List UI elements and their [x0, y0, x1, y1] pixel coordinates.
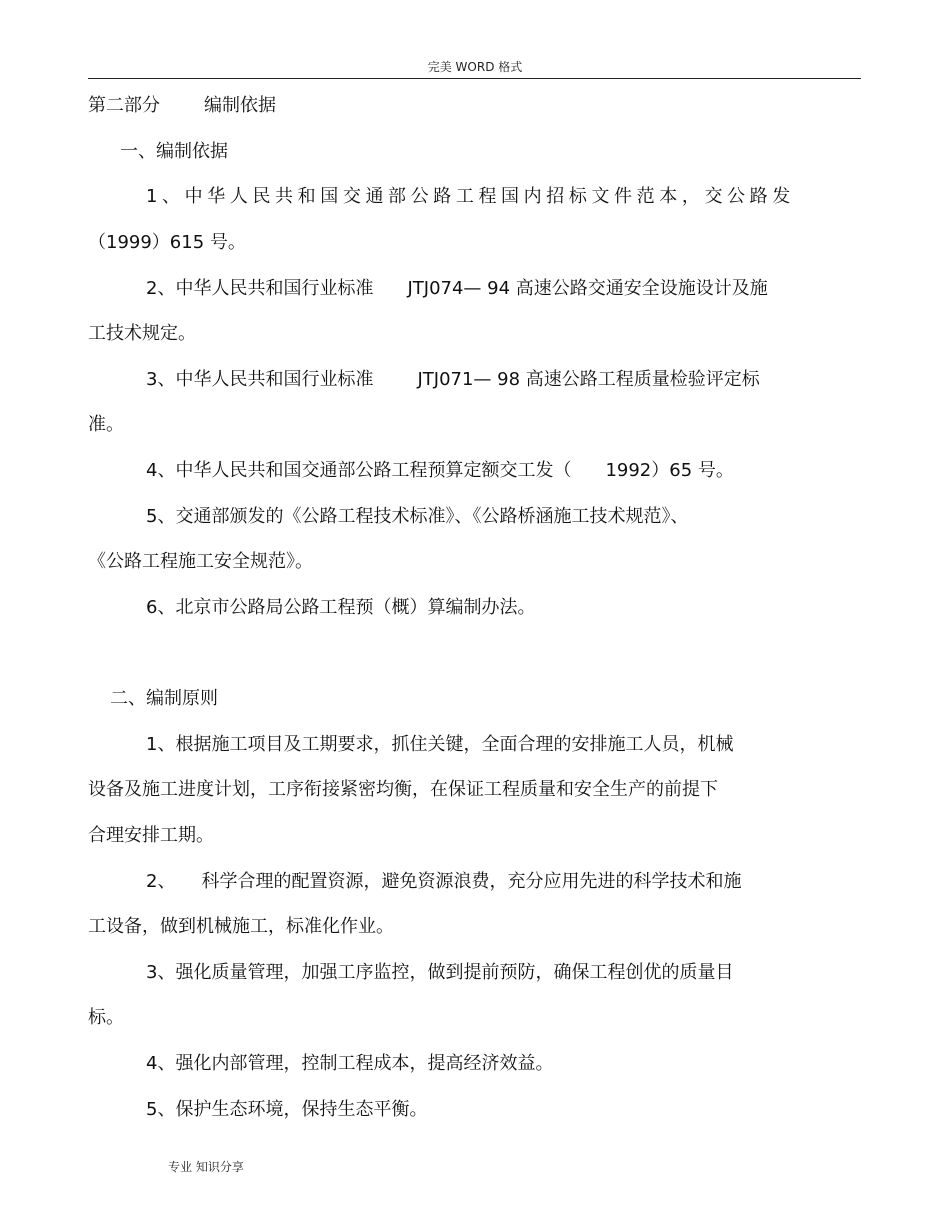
basis-item-4-ref: 1992）65 号。 [605, 460, 734, 481]
principle-item-3-line2: 标。 [88, 1007, 124, 1028]
principle-item-1-line1: 1、根据施工项目及工期要求，抓住关键，全面合理的安排施工人员，机械 [146, 734, 734, 755]
header-rule [88, 78, 861, 79]
part-title: 编制依据 [204, 95, 276, 116]
basis-item-2-code: JTJ074— 94 高速公路交通安全设施设计及施 [407, 278, 768, 299]
principle-item-2-line2: 工设备，做到机械施工，标准化作业。 [88, 916, 394, 937]
part-label: 第二部分 [88, 95, 160, 116]
principle-item-2-prefix: 2、 [146, 871, 176, 892]
principle-item-4-line1: 4、强化内部管理，控制工程成本，提高经济效益。 [146, 1053, 554, 1074]
basis-item-3-prefix: 3、中华人民共和国行业标准 [146, 369, 374, 390]
principle-item-5-line1: 5、保护生态环境，保持生态平衡。 [146, 1099, 428, 1120]
part-heading [88, 94, 276, 118]
basis-item-3-line1 [146, 368, 760, 392]
basis-item-2-prefix: 2、中华人民共和国行业标准 [146, 278, 374, 299]
basis-item-2-line2: 工技术规定。 [88, 323, 196, 344]
basis-item-4-line1 [146, 459, 734, 483]
basis-item-5-line2: 《公路工程施工安全规范》。 [88, 551, 313, 572]
principle-item-2-text: 科学合理的配置资源，避免资源浪费，充分应用先进的科学技术和施 [201, 871, 742, 892]
basis-item-5-line1: 5、交通部颁发的《公路工程技术标准》、《公路桥涵施工技术规范》、 [146, 506, 689, 527]
basis-item-3-code: JTJ071— 98 高速公路工程质量检验评定标 [417, 369, 760, 390]
basis-item-3-line2: 准。 [88, 414, 124, 435]
principle-item-2-line1 [146, 870, 741, 894]
principle-item-1-line3: 合理安排工期。 [88, 825, 214, 846]
page-footer: 专业 知识分享 [168, 1160, 244, 1174]
basis-item-2-line1 [146, 277, 768, 301]
basis-item-4-prefix: 4、中华人民共和国交通部公路工程预算定额交工发（ [146, 460, 572, 481]
basis-item-1-line1: 1、中华人民共和国交通部公路工程国内招标文件范本，交公路发 [146, 186, 795, 207]
principle-item-3-line1: 3、强化质量管理，加强工序监控，做到提前预防，确保工程创优的质量目 [146, 962, 734, 983]
section1-heading: 一、编制依据 [120, 141, 228, 162]
principle-item-1-line2: 设备及施工进度计划，工序衔接紧密均衡，在保证工程质量和安全生产的前提下 [88, 779, 718, 800]
section2-heading: 二、编制原则 [110, 688, 218, 709]
page-header: 完美 WORD 格式 [427, 60, 523, 74]
basis-item-6-line1: 6、北京市公路局公路工程预（概）算编制办法。 [146, 597, 536, 618]
basis-item-1-line2: （1999）615 号。 [88, 232, 246, 253]
